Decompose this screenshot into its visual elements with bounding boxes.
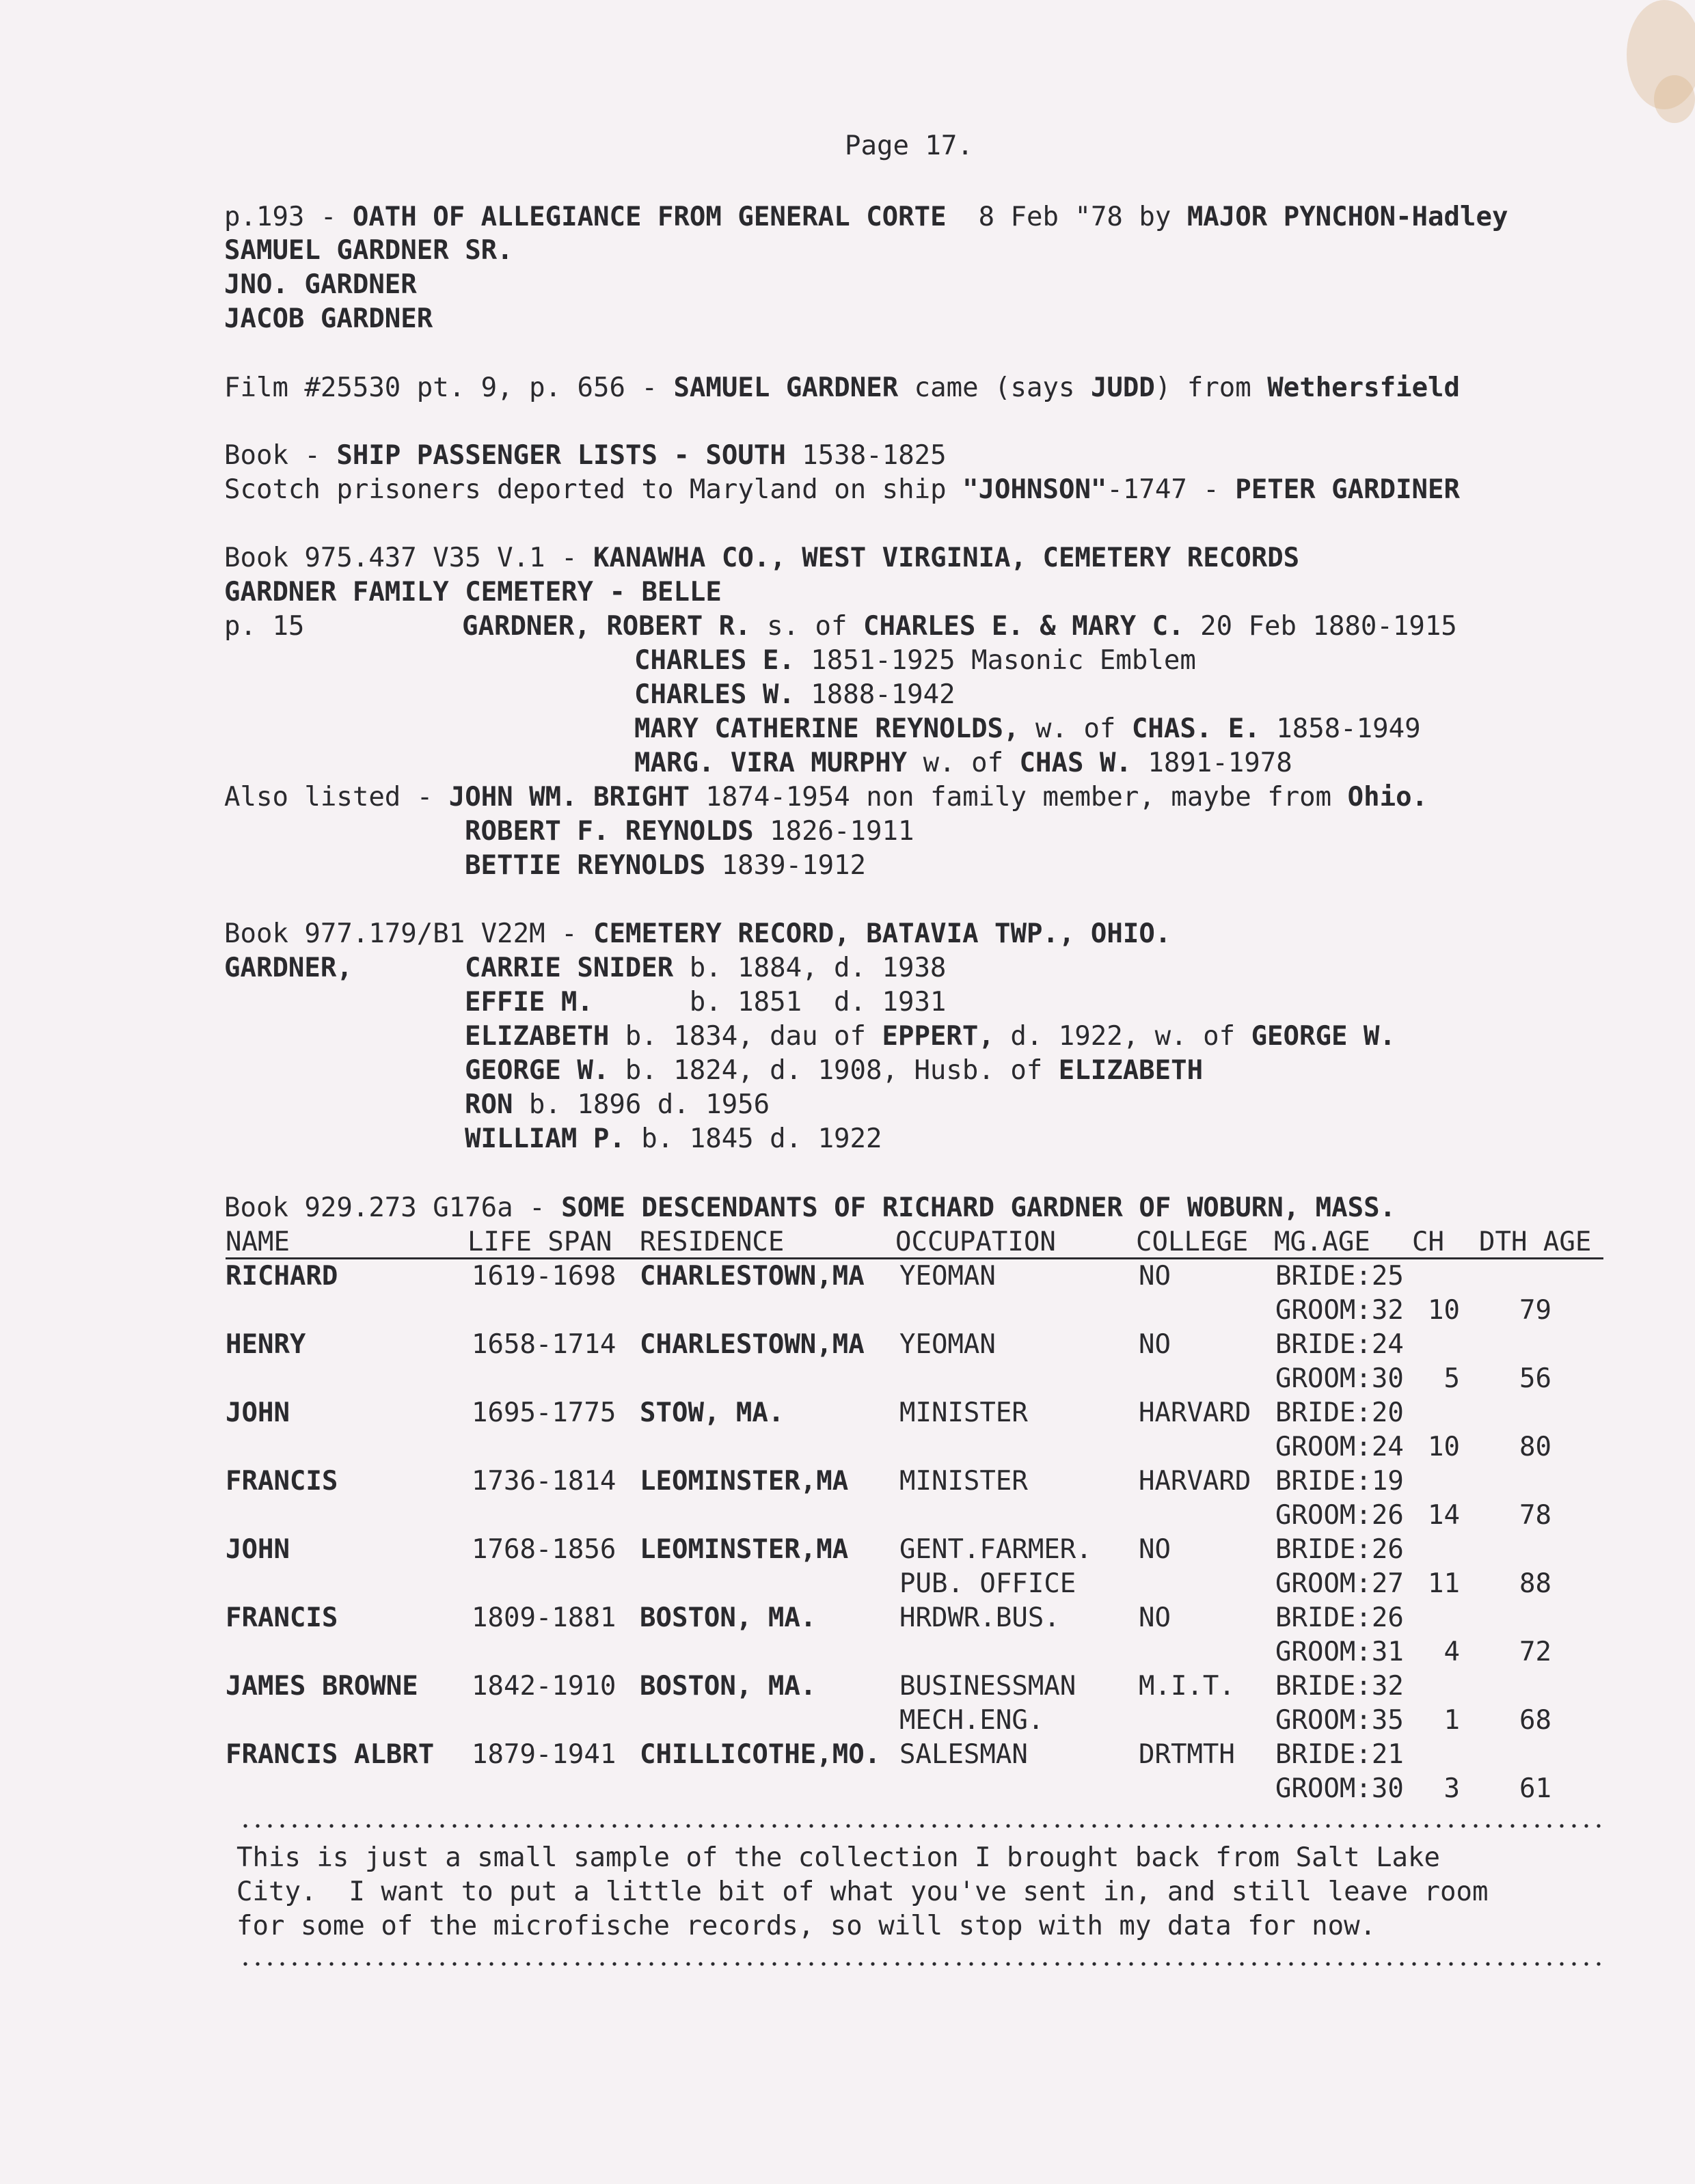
cell-occupation: YEOMAN [899, 1329, 996, 1360]
cell-groom: GROOM:31 [1275, 1637, 1404, 1667]
cell-occupation: MINISTER [899, 1466, 1028, 1497]
cell-college: NO [1139, 1329, 1171, 1360]
oath-by: MAJOR PYNCHON-Hadley [1186, 202, 1508, 232]
cell-ch: 10 [1428, 1295, 1460, 1326]
header-name: NAME [226, 1227, 290, 1257]
burial-text: 1874-1954 non family member, maybe from [689, 782, 1348, 813]
batavia-william [465, 1123, 882, 1156]
cell-lifespan: 1695-1775 [472, 1397, 616, 1428]
cell-dthage: 61 [1519, 1773, 1551, 1804]
ship-years: 1538-1825 [785, 440, 947, 471]
cell-dthage: 88 [1519, 1568, 1551, 1599]
cell-name: FRANCIS [226, 1602, 338, 1633]
burial-marg [634, 747, 1292, 780]
burial-name: BETTIE REYNOLDS [465, 850, 706, 881]
burial-dates: 1891-1978 [1131, 748, 1292, 778]
cell-bride: BRIDE:19 [1275, 1466, 1404, 1497]
cell-occupation: YEOMAN [899, 1261, 996, 1292]
cell-residence: CHARLESTOWN,MA [640, 1329, 865, 1360]
closing-line: for some of the microfische records, so will stop with my data for now. [236, 1911, 1377, 1941]
burial-name: CARRIE SNIDER [465, 953, 674, 983]
burial-dates: 1839-1912 [705, 850, 867, 881]
burial-parent: EPPERT, [882, 1021, 994, 1052]
film-judd: JUDD [1090, 372, 1155, 403]
cell-name: JOHN [226, 1534, 290, 1565]
cell-dthage: 80 [1519, 1432, 1551, 1462]
cell-dthage: 68 [1519, 1705, 1551, 1736]
dotted-divider-top [239, 1824, 1606, 1828]
cell-bride: BRIDE:32 [1275, 1671, 1404, 1702]
burial-name: CHARLES E. [634, 645, 795, 676]
cell-lifespan: 1658-1714 [472, 1329, 616, 1360]
cell-ch: 1 [1443, 1705, 1460, 1736]
burial-name: GARDNER, ROBERT R. [462, 611, 751, 642]
cell-residence: LEOMINSTER,MA [640, 1466, 849, 1497]
ship-year: -1747 - [1107, 474, 1236, 505]
burial-dates: b. 1851 d. 1931 [593, 987, 947, 1018]
batavia-title: CEMETERY RECORD, BATAVIA TWP., OHIO. [593, 918, 1171, 949]
cell-groom: GROOM:26 [1275, 1500, 1404, 1531]
burial-charles-w [634, 679, 955, 711]
closing-line: This is just a small sample of the collection I brought back from Salt Lake [236, 1842, 1440, 1873]
burial-dates: b. 1884, d. 1938 [673, 953, 947, 983]
cell-bride: BRIDE:21 [1275, 1739, 1404, 1770]
cell-name: JAMES BROWNE [226, 1671, 418, 1702]
cell-ch: 4 [1443, 1637, 1460, 1667]
film-entry [224, 372, 1460, 405]
cell-lifespan: 1736-1814 [472, 1466, 616, 1497]
burial-dates: 20 Feb 1880-1915 [1184, 611, 1457, 642]
cell-ch: 14 [1428, 1500, 1460, 1531]
oath-date: 8 Feb "78 by [978, 202, 1187, 232]
film-text2: ) from [1154, 372, 1268, 403]
cell-residence: BOSTON, MA. [640, 1602, 817, 1633]
cell-name: FRANCIS [226, 1466, 338, 1497]
cell-groom: GROOM:35 [1275, 1705, 1404, 1736]
burial-name: JOHN WM. BRIGHT [448, 782, 690, 813]
film-place: Wethersfield [1267, 372, 1461, 403]
batavia-effie [465, 986, 946, 1019]
cell-residence: CHILLICOTHE,MO. [640, 1739, 881, 1770]
batavia-carrie [465, 952, 946, 985]
cell-residence: LEOMINSTER,MA [640, 1534, 849, 1565]
cell-dthage: 79 [1519, 1295, 1551, 1326]
batavia-surname: GARDNER, [224, 953, 353, 983]
cell-occupation: GENT.FARMER. [899, 1534, 1092, 1565]
ship-text: Scotch prisoners deported to Maryland on ship [224, 474, 963, 505]
burial-robert-f [465, 815, 914, 848]
cell-college: NO [1139, 1602, 1171, 1633]
cell-groom: GROOM:32 [1275, 1295, 1404, 1326]
burial-text: w. of [907, 748, 1020, 778]
descendants-title: SOME DESCENDANTS OF RICHARD GARDNER OF WOBURN, MASS. [561, 1192, 1396, 1223]
descendants-heading [224, 1192, 1396, 1225]
cell-lifespan: 1809-1881 [472, 1602, 616, 1633]
cell-groom: GROOM:30 [1275, 1773, 1404, 1804]
cell-occupation2: MECH.ENG. [899, 1705, 1044, 1736]
cell-college: HARVARD [1139, 1466, 1251, 1497]
cell-college: HARVARD [1139, 1397, 1251, 1428]
cell-occupation2: PUB. OFFICE [899, 1568, 1076, 1599]
burial-dates: b. 1845 d. 1922 [625, 1123, 882, 1154]
burial-spouse: CHAS. E. [1131, 713, 1260, 744]
cell-occupation: BUSINESSMAN [899, 1671, 1076, 1702]
header-ch: CH [1412, 1227, 1444, 1257]
burial-dates: 1851-1925 Masonic Emblem [794, 645, 1196, 676]
header-dthage: DTH AGE [1479, 1227, 1592, 1257]
burial-name: ELIZABETH [465, 1021, 610, 1052]
batavia-ron [465, 1089, 770, 1121]
cell-occupation: SALESMAN [899, 1739, 1028, 1770]
table-header [0, 1226, 1695, 1259]
cell-groom: GROOM:30 [1275, 1363, 1404, 1394]
kanawha-ref: Book 975.437 V35 V.1 - [224, 543, 594, 573]
header-underline [226, 1257, 1603, 1259]
cell-residence: STOW, MA. [640, 1397, 785, 1428]
header-college: COLLEGE [1136, 1227, 1249, 1257]
also-label: Also listed - [224, 782, 449, 813]
ship-title: SHIP PASSENGER LISTS - SOUTH [336, 440, 786, 471]
dotted-divider-bottom [239, 1962, 1606, 1966]
cell-lifespan: 1842-1910 [472, 1671, 616, 1702]
kanawha-title: KANAWHA CO., WEST VIRGINIA, CEMETERY RECORDS [593, 543, 1300, 573]
burial-name: MARY CATHERINE REYNOLDS, [634, 713, 1020, 744]
burial-name: RON [465, 1089, 513, 1120]
burial-name: EFFIE M. [465, 987, 593, 1018]
burial-text: b. 1824, d. 1908, Husb. of [609, 1055, 1059, 1086]
burial-mary [634, 713, 1421, 746]
descendants-ref: Book 929.273 G176a - [224, 1192, 562, 1223]
burial-robert [462, 610, 1457, 643]
burial-charles-e [634, 644, 1196, 677]
film-ref: Film #25530 pt. 9, p. 656 - [224, 372, 674, 403]
cell-groom: GROOM:27 [1275, 1568, 1404, 1599]
cell-lifespan: 1879-1941 [472, 1739, 616, 1770]
closing-line: City. I want to put a little bit of what you've sent in, and still leave room [236, 1876, 1489, 1907]
cell-bride: BRIDE:20 [1275, 1397, 1404, 1428]
cell-name: RICHARD [226, 1261, 338, 1292]
burial-name: CHARLES W. [634, 679, 795, 710]
cell-college: NO [1139, 1261, 1171, 1292]
ship-ref: Book - [224, 440, 337, 471]
cell-college: DRTMTH [1139, 1739, 1235, 1770]
burial-name: MARG. VIRA MURPHY [634, 748, 908, 778]
cell-college: M.I.T. [1139, 1671, 1235, 1702]
batavia-george [465, 1054, 1203, 1087]
burial-text: w. of [1019, 713, 1132, 744]
cell-ch: 5 [1443, 1363, 1460, 1394]
burial-spouse: GEORGE W. [1251, 1021, 1396, 1052]
kanawha-page-ref: p. 15 [224, 611, 305, 642]
cell-name: JOHN [226, 1397, 290, 1428]
cell-dthage: 56 [1519, 1363, 1551, 1394]
header-residence: RESIDENCE [640, 1227, 785, 1257]
cell-dthage: 78 [1519, 1500, 1551, 1531]
batavia-ref: Book 977.179/B1 V22M - [224, 918, 594, 949]
burial-dates: b. 1896 d. 1956 [513, 1089, 770, 1120]
also-listed [224, 781, 1428, 814]
header-mgage: MG.AGE [1274, 1227, 1370, 1257]
film-name: SAMUEL GARDNER [673, 372, 899, 403]
cell-college: NO [1139, 1534, 1171, 1565]
paper-stain [1654, 75, 1695, 123]
cell-name: FRANCIS ALBRT [226, 1739, 435, 1770]
header-lifespan: LIFE SPAN [467, 1227, 612, 1257]
burial-dates: 1826-1911 [753, 816, 914, 847]
cell-bride: BRIDE:26 [1275, 1534, 1404, 1565]
burial-text: b. 1834, dau of [609, 1021, 882, 1052]
cell-bride: BRIDE:24 [1275, 1329, 1404, 1360]
oath-name: JACOB GARDNER [224, 303, 433, 334]
ship-person: PETER GARDINER [1235, 474, 1460, 505]
ship-name: "JOHNSON" [962, 474, 1107, 505]
burial-text: d. 1922, w. of [994, 1021, 1251, 1052]
ship-detail [224, 474, 1460, 506]
oath-title: OATH OF ALLEGIANCE FROM GENERAL CORTE [352, 202, 947, 232]
film-text: came (says [898, 372, 1091, 403]
oath-name: SAMUEL GARDNER SR. [224, 235, 513, 266]
cell-dthage: 72 [1519, 1637, 1551, 1667]
cell-occupation: HRDWR.BUS. [899, 1602, 1060, 1633]
cell-occupation: MINISTER [899, 1397, 1028, 1428]
oath-name: JNO. GARDNER [224, 269, 417, 300]
burial-bettie [465, 849, 866, 882]
cell-residence: BOSTON, MA. [640, 1671, 817, 1702]
burial-spouse: CHAS W. [1019, 748, 1132, 778]
burial-dates: 1888-1942 [794, 679, 955, 710]
cell-lifespan: 1619-1698 [472, 1261, 616, 1292]
cell-bride: BRIDE:26 [1275, 1602, 1404, 1633]
burial-place: Ohio. [1347, 782, 1428, 813]
burial-text: s. of [750, 611, 864, 642]
cell-groom: GROOM:24 [1275, 1432, 1404, 1462]
page-number: Page 17. [845, 131, 973, 161]
burial-spouse: ELIZABETH [1058, 1055, 1204, 1086]
cell-name: HENRY [226, 1329, 306, 1360]
burial-dates: 1858-1949 [1260, 713, 1421, 744]
kanawha-cemetery: GARDNER FAMILY CEMETERY - BELLE [224, 577, 722, 608]
batavia-heading [224, 918, 1171, 951]
oath-heading [224, 201, 1508, 234]
ship-heading [224, 439, 947, 472]
header-occupation: OCCUPATION [895, 1227, 1056, 1257]
cell-residence: CHARLESTOWN,MA [640, 1261, 865, 1292]
cell-ch: 3 [1443, 1773, 1460, 1804]
cell-ch: 10 [1428, 1432, 1460, 1462]
cell-lifespan: 1768-1856 [472, 1534, 616, 1565]
burial-name: ROBERT F. REYNOLDS [465, 816, 754, 847]
cell-ch: 11 [1428, 1568, 1460, 1599]
batavia-elizabeth [465, 1020, 1396, 1053]
cell-bride: BRIDE:25 [1275, 1261, 1404, 1292]
burial-name: GEORGE W. [465, 1055, 610, 1086]
burial-parents: CHARLES E. & MARY C. [863, 611, 1184, 642]
oath-ref: p.193 - [224, 202, 353, 232]
burial-name: WILLIAM P. [465, 1123, 625, 1154]
kanawha-heading [224, 542, 1299, 575]
